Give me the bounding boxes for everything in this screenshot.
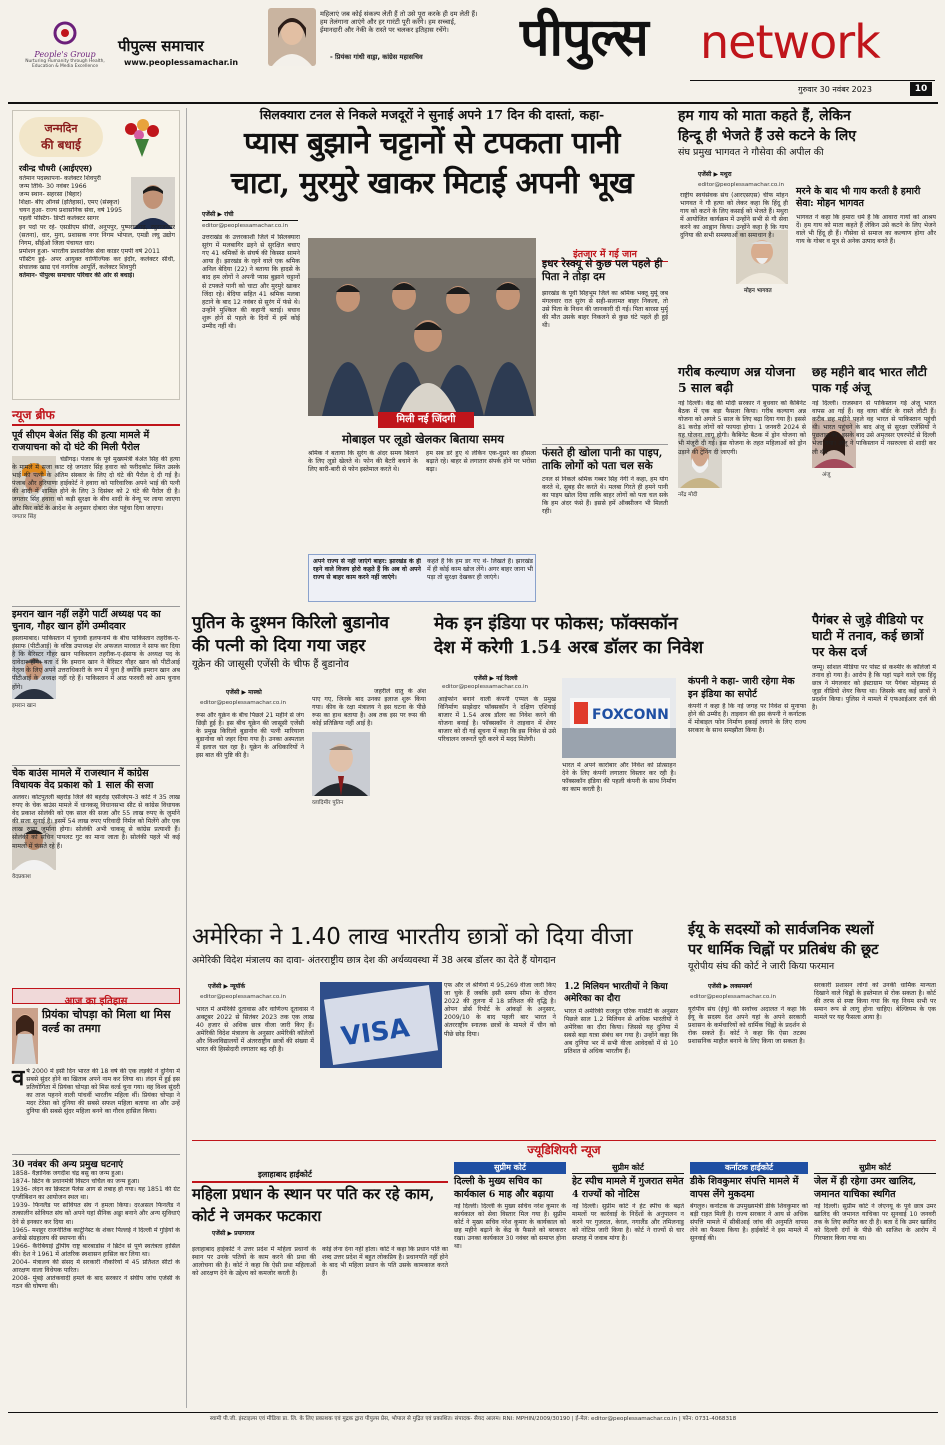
foxconn-story — [434, 612, 704, 862]
birthday-details — [19, 175, 175, 280]
masthead-title-network: network — [700, 15, 880, 69]
allahabad-tag: इलाहाबाद हाईकोर्ट — [258, 1169, 312, 1179]
tunnel-subhead: मोबाइल पर लूडो खेलकर बिताया समय — [342, 432, 504, 446]
news-brief-label: न्यूज ब्रीफ — [12, 406, 180, 426]
history-text: र्ष 2000 में इसी दिन भारत की 18 वर्ष की एक लड़की ने दुनिया में सबसे सुंदर होने का खिताब अपने नाम कर लिया था। लंदन में हुई इस प्रतियोगिता में प्रियंका चोपड़ा को मिस वर्ल्ड चुना गया। वह विश्व सुंदरी का ताज पहनने वाली पांचवीं भारतीय महिला थीं। प्रियंका चोपड़ा ने मदर टेरेसा को दुनिया की सबसे सफल महिला बताया था और उन्हें दुनिया की सबसे सुंदर महिला बनने का गौरव हासिल किया। — [26, 1068, 180, 1116]
birthday-heading — [19, 117, 103, 157]
tunnel-email[interactable]: editor@peoplessamachar.co.in — [202, 223, 289, 229]
judiciary-label: ज्यूडिशियरी न्यूज — [521, 1143, 606, 1157]
visa-stamp-text: VISA — [339, 1013, 412, 1053]
tunnel-side-headline: इधर रेस्क्यू से कुछ पल पहले ही पिता ने तोड़ा दम — [542, 258, 663, 283]
page-number: 10 — [910, 82, 932, 96]
sc2-headline: हेट स्पीच मामले में गुजरात समेत 4 राज्यों को नोटिस — [572, 1176, 684, 1200]
quote-photo — [268, 8, 316, 66]
birthday-line: प्रमोशन हुआ- भारतीय प्रशासनिक सेवा काडर एमपी वर्ष 2011 — [19, 247, 160, 255]
foxconn-byline: एजेंसी ▶ नई दिल्ली — [474, 675, 518, 682]
issue-date: गुरुवार 30 नवंबर 2023 — [798, 85, 872, 94]
cow-email[interactable]: editor@peoplessamachar.co.in — [698, 182, 785, 188]
tunnel-quote: अपने राज्य से नहीं जाएंगे बाहर: झारखंड के ही रहने वाले विजय होरो कहते हैं कि अब वो अपने राज्य से बाहर काम करने नहीं जाएंगे। — [313, 558, 421, 582]
brief-headline-3: चेक बाउंस मामले में राजस्थान में कांग्रेस विधायक वेद प्रकाश को 1 साल की सजा — [12, 765, 180, 792]
visa-email[interactable]: editor@peoplessamachar.co.in — [200, 994, 287, 1000]
cow-sub: संघ प्रमुख भागवत ने गौसेवा की अपील की — [678, 147, 824, 158]
visa-side-text: भारत में अमेरिकी राजदूत एरिक गार्सेटी के अनुसार पिछले साल 1.2 मिलियन से अधिक भारतीयों ने अमेरिका का दौरा किया। जिससे यह दुनिया में सबसे बड़ा यात्रा संबंध बन गया है। उन्होंने कहा कि अब दुनिया भर में सभी वीजा आवेदकों में से 10 प्रतिशत से अधिक भारतीय हैं। — [564, 1008, 678, 1056]
tunnel-photo-label: मिली नई जिंदगी — [378, 412, 474, 428]
sc1-story — [454, 1162, 566, 1408]
masthead — [0, 0, 945, 104]
cow-right-text: भागवत ने कहा कि हमारा धर्म है कि आवारा गायों को आश्रय दें। हम गाय को माता कहते हैं लेकिन उसे कटने के लिए भेजने वाले भी हिंदू ही हैं। गौसेवा से समाज का कल्याण होगा और गाय के गोबर व मूत्र से अनेक उत्पाद बनते हैं। — [796, 214, 936, 246]
sc1-tag: सुप्रीम कोर्ट — [454, 1162, 566, 1174]
birthday-line: चयन हुआ- राज्य प्रशासनिक सेवा, वर्ष 1995 — [19, 207, 123, 215]
tunnel-story — [192, 106, 672, 606]
karnataka-story — [690, 1162, 808, 1408]
foxconn-side-head: कंपनी ने कहा- जारी रहेगा मेक इन इंडिया का सपोर्ट — [688, 676, 795, 700]
tunnel-quote-box — [308, 554, 536, 602]
quote-text: महिलाएं जब कोई संकल्प लेती हैं तो उसे पूरा करके ही दम लेती हैं। हम तेलंगाना आएंगे और हर गारंटी पूरी करेंगे। हम सच्चाई, ईमानदारी और नेकी के रास्ते पर चलकर इतिहास रचेंगे। — [320, 10, 478, 35]
allahabad-text-2: कोई लेना देना नहीं होता। कोर्ट ने कहा कि प्रधान पति का शब्द उत्तर प्रदेश में बहुत लोकप्रिय है। प्रधानपति नहीं होने के बाद भी महिला प्रधान के पति उसके कामकाज करते हैं। — [322, 1246, 448, 1278]
tunnel-byline: एजेंसी ▶ रांची — [202, 211, 234, 218]
birthday-line: इन पदों पर रहे- एसडीएम सीधी, अनूपपुर, पुष्पराजगढ़, रघुराजनगर (सतना), धार, मुना, प्रशासक नगर निगम भोपाल, एमडी लघु उद्योग निगम, सीईओ जिला पंचायत धार। — [19, 223, 175, 247]
left-column-divider — [186, 108, 187, 1408]
history-event: 1936- लंदन का क्रिस्टल पैलेस आग से तबाह हो गया। यह 1851 की ग्रेट एग्जीबिशन का आयोजन स्थल था। — [12, 1186, 180, 1202]
allahabad-headline: महिला प्रधान के स्थान पर पति कर रहे काम, कोर्ट ने जमकर फटकारा — [192, 1185, 435, 1225]
masthead-rule — [690, 80, 935, 81]
pak-text: नई दिल्ली। राजस्थान से पाकिस्तान गई अंजू भारत वापस आ गई हैं। वह वाघा बॉर्डर के रास्ते लौटी हैं। करीब छह महीने पहले वह भारत से पाकिस्तान पहुंची थी। भारत पहुंचने के बाद अंजू से सुरक्षा एजेंसियों ने पूछताछ की। इसके बाद उसे अमृतसर एयरपोर्ट से दिल्ली भेजा गया। अंजू ने पाकिस्तान में नसरुल्ला से शादी कर ली थी। — [812, 400, 936, 456]
imprint-line: स्वामी पी.जी. इंस्टाइल्स एवं मीडिया प्रा. लि. के लिए प्रकाशक एवं मुद्रक द्वारा पीपुल्स प्रेस, भोपाल से मुद्रित एवं प्रकाशित। संपादक- सैयद आलम। RNI: MPHIN/2009/30190 | ई-मेल: editor@peoplessamachar.co.in | फोन: 0731-4068318 — [209, 1416, 737, 1422]
birthday-line: पहली पोस्टिंग- डिप्टी कलेक्टर सागर — [19, 215, 99, 223]
cow-photo-caption: मोहन भागवत — [744, 288, 772, 294]
birthday-box — [12, 110, 180, 400]
visa-side-head: 1.2 मिलियन भारतीयों ने किया अमेरिका का दौरा — [564, 982, 668, 1004]
masthead-bottom-rule — [8, 102, 938, 104]
tunnel-side-text-2: टनल से निकले श्रमिक गब्बर सिंह नेगी ने कहा, हम योग करते थे, सुबह सैर करते थे। मलबा गिरते ही हमने पानी का पाइप खोल दिया ताकि बाहर लोगों को पता चल सके कि हम अंदर फंसे हैं। इससे हमें ऑक्सीजन भी मिलती रही। — [542, 476, 668, 516]
visa-text-2: एफ और जे श्रेणियों में 95,269 वीजा जारी किए जा चुके हैं जबकि इसी समय सीमा के दौरान 2022 की तुलना में 18 प्रतिशत की वृद्धि है। ओपन डोर्स रिपोर्ट के आंकड़ों के अनुसार, 2009/10 के बाद पहली बार भारत ने अंतरराष्ट्रीय स्नातक छात्रों के मामले में चीन को पीछे छोड़ दिया। — [444, 982, 556, 1038]
pak-headline: छह महीने बाद भारत लौटी पाक गई अंजू — [812, 365, 927, 395]
footer-rule — [8, 1412, 938, 1413]
history-event: 1874- ब्रिटेन के प्रधानमंत्री विंस्टन चर्चिल का जन्म हुआ। — [12, 1178, 140, 1186]
brand-sub: Nurturing Humanity through Health, Education & Media Excellence — [25, 59, 105, 70]
tunnel-side-text: झारखंड के पूर्वी सिंहभूम जिले का श्रमिक भक्तू मुर्मू जब मंगलवार रात सुरंग से सही-सलामत बाहर निकला, तो उसे पिता के निधन की जानकारी दी गई। पिता बारसा मुर्मू की मौत उसके बाहर निकलने से कुछ घंटे पहले ही हुई थी। — [542, 290, 668, 330]
visa-headline: अमेरिका ने 1.40 लाख भारतीय छात्रों को दिया वीजा — [192, 924, 633, 950]
quote-author: - प्रियंका गांधी वाड्रा, कांग्रेस महासचिव — [330, 53, 423, 61]
sc1-text: नई दिल्ली। दिल्ली के मुख्य सचिव नरेश कुमार के कार्यकाल को सेवा विस्तार मिल गया है। सुप्रीम कोर्ट ने मुख्य सचिव नरेश कुमार के कार्यकाल को छह महीने बढ़ाने के केंद्र के फैसले को बरकरार रखा। उनका कार्यकाल 30 नवंबर को समाप्त होना था। — [454, 1203, 566, 1251]
pak-caption: अंजू — [822, 472, 831, 478]
birthday-heading-bottom: की बधाई — [41, 138, 81, 152]
visa-text: भारत में अमेरिकी दूतावास और वाणिज्य दूतावास ने अक्टूबर 2022 से सितंबर 2023 तक एक लाख 40 हजार से अधिक छात्र वीजा जारी किए हैं। अमेरिकी विदेश मंत्रालय के अनुसार अमेरिकी कॉलेजों और विश्वविद्यालयों में अंतरराष्ट्रीय छात्रों की संख्या में भारत की हिस्सेदारी लगातार बढ़ रही है। — [196, 1006, 314, 1054]
putin-text: रूस और यूक्रेन के बीच पिछले 21 महीने से जंग छिड़ी हुई है। इस बीच यूक्रेन की जासूसी एजेंसी के प्रमुख किरिलो बुडानोव की पत्नी मारियाना बुडानोवा को जहर दिया गया है। उनका अस्पताल में इलाज चल रहा है। यूक्रेन के अधिकारियों ने इस बात की पुष्टि की है। — [196, 712, 304, 760]
foxconn-text: आईफोन बनाने वाली कंपनी एप्पल के प्रमुख विनिर्माण साझेदार फॉक्सकॉन ने दक्षिण एशियाई बाजार में 1.54 अरब डॉलर का निवेश करने की योजना बनाई है। फॉक्सकॉन ने ताइवान में शेयर बाजार को दी गई सूचना में कहा कि इस निवेश से उसे परिचालन जरूरतें पूरी करने में मदद मिलेगी। — [438, 696, 556, 744]
ration-story — [678, 364, 806, 608]
sc3-tag: सुप्रीम कोर्ट — [814, 1162, 936, 1174]
tunnel-headline-2: चाटा, मुरमुरे खाकर मिटाई अपनी भूख — [230, 166, 634, 201]
putin-story — [192, 612, 428, 862]
eu-byline: एजेंसी ▶ लक्समबर्ग — [708, 983, 752, 990]
tunnel-col-1: उत्तराखंड के उत्तरकाशी जिले में सिलक्यारा सुरंग में मलबागिर ढहने से सुरक्षित बचाए गए 41 श्रमिकों के संघर्ष की किस्सा सामने आया है। झारखंड के रहने वाले एक श्रमिक अनिल बेदिया (22) ने बताया कि हादसे के बाद हम लोगों ने अपनी प्यास बुझाने चट्टानों से टपकते पानी को चाटा और मुरमुरे खाकर जिंदा रहे। बेदिया सहित 41 श्रमिक मलबा हटाने के बाद 12 नवंबर से सुरंग में फंसे थे। उन्होंने मुश्किल की कहानी बताई। बचाव शुरू होने से पहले के दिनों में हमें कोई उम्मीद नहीं थी। — [202, 234, 300, 331]
foxconn-side-text: कंपनी ने कहा है कि नई जगह पर निवेश से मुनाफा होने की उम्मीद है। ताइवान की इस कंपनी ने कर्नाटक में मोबाइल फोन निर्माण इकाई लगाने के लिए राज्य सरकार के साथ समझौता किया है। — [688, 703, 806, 735]
tunnel-side-kicker: इंतजार में गई जान — [573, 249, 637, 260]
mini-title: पीपुल्स समाचार — [118, 37, 204, 55]
putin-caption: व्लादिमीर पुतिन — [312, 800, 344, 806]
brand-tag: People's Group — [34, 50, 96, 59]
birthday-line: वर्तमान- पीपुल्स समाचार परिवार की ओर से बधाई। — [19, 272, 135, 280]
tunnel-side-headline-2: फंसते ही खोला पानी का पाइप, ताकि लोगों को पता चल सके — [542, 444, 668, 473]
cow-byline: एजेंसी ▶ मथुरा — [698, 171, 732, 178]
karnataka-text: बेंगलुरु। कर्नाटक के उपमुख्यमंत्री डीके शिवकुमार को बड़ी राहत मिली है। राज्य सरकार ने आय से अधिक संपत्ति मामले में सीबीआई जांच की अनुमति वापस लेने का फैसला किया है। हाईकोर्ट ने इस मामले में सुनवाई की। — [690, 1203, 808, 1243]
brief-caption-2: इमरान खान — [12, 703, 36, 709]
tunnel-col-3: हम सब डरे हुए थे लेकिन एक-दूसरे का हौसला बढ़ाते रहे। बाहर से लगातार संपर्क होने पर भरोसा बढ़ा। — [426, 450, 536, 474]
sc3-headline: जेल में ही रहेगा उमर खालिद, जमानत याचिका स्थगित — [814, 1176, 917, 1200]
sc1-headline: दिल्ली के मुख्य सचिव का कार्यकाल 6 माह और बढ़ाया — [454, 1176, 554, 1200]
brief-text-3: अलवर। कोटपूतली बहरोड़ जिले की बहरोड़ एसीजेएम-3 कोर्ट ने 35 लाख रुपए के चेक बाउंस मामले में धानकसू विधानसभा सीट से कांग्रेस विधायक वेद प्रकाश सोलंकी को एक साल की सजा और 55 लाख रुपए के जुर्माने की सजा सुनाई है। इसमें 54 लाख रुपए परिवादी निर्मल को मिलेंगे और एक लाख रुपए जुर्माना होगा। सोलंकी अभी चाकसू से कांग्रेस प्रत्याशी हैं। सोलंकी को सचिन पायलट गुट का माना जाता है। सोलंकी पहले भी कई मामलों में फंसते रहे हैं। — [12, 794, 180, 850]
foxconn-headline-2: देश में करेगी 1.54 अरब डॉलर का निवेश — [434, 638, 704, 658]
foxconn-text-2: भारत में अपने कारोबार और निवेश को प्रोत्साहन देने के लिए कंपनी लगातार विस्तार कर रही है। फॉक्सकॉन इंडिया की पहली कंपनी के साथ निर्माण का काम करती है। — [562, 762, 676, 794]
sc2-text: नई दिल्ली। सुप्रीम कोर्ट ने हेट स्पीच के बढ़ते मामलों पर कार्रवाई के निर्देशों के अनुपालन न करने पर गुजरात, केरल, नगालैंड और तमिलनाडु को नोटिस जारी किया है। कोर्ट ने राज्यों से चार सप्ताह में जवाब मांगा है। — [572, 1203, 684, 1243]
karnataka-headline: डीके शिवकुमार संपत्ति मामले में वापस लेंगे मुकदमा — [690, 1176, 799, 1200]
eu-headline-2: पर धार्मिक चिह्नों पर प्रतिबंध की छूट — [688, 941, 879, 958]
site-url[interactable]: www.peoplessamachar.in — [124, 58, 239, 67]
foxconn-side — [688, 676, 806, 862]
brief-headline-1: पूर्व सीएम बेअंत सिंह की हत्या मामले में राजयाचना को दो घंटे की मिली पैरोल — [12, 430, 150, 453]
history-event: 2004- मंत्रालय की संसद में सरकारी नौकरियों में 45 प्रतिशत सीटों के आरक्षण वाला विधेयक पारित। — [12, 1259, 180, 1275]
eu-text: यूरोपीय संघ (ईयू) की सर्वोच्च अदालत ने कहा कि ईयू के सदस्य देश अपने यहां के अपने सरकारी प्रशासन के कर्मचारियों को धार्मिक चिह्नों के प्रदर्शन से रोक सकते हैं। कोर्ट ने कहा कि ऐसा तटस्थ प्रशासनिक माहौल बनाने के लिए किया जा सकता है। — [688, 1006, 806, 1046]
ration-headline: गरीब कल्याण अन्न योजना 5 साल बढ़ी — [678, 364, 796, 395]
sc3-text: नई दिल्ली। सुप्रीम कोर्ट ने जेएनयू के पूर्व छात्र उमर खालिद की जमानत याचिका पर सुनवाई 10 जनवरी तक के लिए स्थगित कर दी है। बता दें कि उमर खालिद को दिल्ली दंगों के पीछे की साजिश के आरोप में गिरफ्तार किया गया था। — [814, 1203, 936, 1243]
eu-email[interactable]: editor@peoplessamachar.co.in — [690, 994, 777, 1000]
sc2-tag: सुप्रीम कोर्ट — [572, 1162, 684, 1174]
birthday-heading-top: जन्मदिन — [44, 122, 78, 135]
allahabad-text: इलाहाबाद हाईकोर्ट ने उत्तर प्रदेश में महिला प्रधानों के स्थान पर उनके पतियों के काम करने की प्रथा की आलोचना की है। कोर्ट ने कहा कि ऐसी प्रथा महिलाओं को आरक्षण देने के उद्देश्य को कमजोर करती है। — [192, 1246, 316, 1278]
tunnel-kicker: सिलक्यारा टनल से निकले मजदूरों ने सुनाई अपने 17 दिन की दास्तां, कहा- — [259, 107, 605, 122]
eu-headline-1: ईयू के सदस्यों को सार्वजनिक स्थलों — [688, 921, 874, 938]
visa-sub: अमेरिकी विदेश मंत्रालय का दावा- अंतरराष्ट्रीय छात्र देश की अर्थव्यवस्था में 38 अरब डॉलर का देते हैं योगदान — [192, 955, 556, 966]
birthday-person-name: रवीन्द्र चौधरी (आईएएस) — [19, 163, 93, 173]
cow-right-head: मरने के बाद भी गाय करती है हमारी सेवा: मोहन भागवत — [796, 186, 921, 209]
bouquet-icon — [117, 115, 167, 159]
foxconn-logo-text: FOXCONN — [592, 707, 669, 723]
tunnel-byline-rule — [202, 220, 298, 221]
eu-text-2: सरकारी प्रशासन लोगों को उनकी धार्मिक मान्यता दिखाने वाले चिह्नों के इस्तेमाल से रोक सकता है। कोर्ट की तरफ से स्पष्ट किया गया कि यह नियम सभी पर समान रूप से लागू होना चाहिए। बेल्जियम के एक मामले पर यह फैसला आया है। — [814, 982, 936, 1022]
putin-text-2: जहरीले धातु के अंश पाए गए, जिनके बाद उनका इलाज शुरू किया गया। कीव के रक्षा मंत्रालय ने इस घटना के पीछे रूस का हाथ बताया है। अब तक इस पर रूस की कोई प्रतिक्रिया नहीं आई है। — [312, 688, 426, 728]
video-headline: पैगंबर से जुड़े वीडियो पर घाटी में तनाव, कई छात्रों पर केस दर्ज — [812, 612, 924, 659]
birthday-line: जन्म स्थान- सहरसा (बिहार) — [19, 191, 82, 199]
putin-byline: एजेंसी ▶ मास्को — [226, 689, 262, 696]
foxconn-headline-1: मेक इन इंडिया पर फोकस; फॉक्सकॉन — [434, 614, 678, 634]
tunnel-col-2: श्रमिक ने बताया कि सुरंग के अंदर समय बिताने के लिए लूडो खेलते थे। फोन की बैटरी बचाने के लिए बारी-बारी से फोन इस्तेमाल करते थे। — [308, 450, 418, 474]
history-headline: प्रियंका चोपड़ा को मिला था मिस वर्ल्ड का तमगा — [42, 1008, 171, 1035]
birthday-line: जन्म तिथि- 30 नवंबर 1966 — [19, 183, 87, 191]
peoples-group-logo — [20, 20, 110, 90]
putin-headline-2: की पत्नी को दिया गया जहर — [192, 636, 366, 656]
karnataka-tag: कर्नाटक हाईकोर्ट — [690, 1162, 808, 1174]
history-photo — [12, 1008, 38, 1064]
video-story — [812, 612, 936, 922]
cow-headline-1: हम गाय को माता कहते हैं, लेकिन — [678, 108, 851, 124]
visa-photo — [320, 982, 442, 1068]
visa-byline: एजेंसी ▶ न्यूयॉर्क — [208, 983, 246, 990]
cow-story — [678, 106, 936, 360]
birthday-line: शिक्षा- बीए ऑनर्स (इतिहास), एमए (संस्कृत) — [19, 199, 120, 207]
history-label-text: आज का इतिहास — [64, 996, 128, 1007]
history-event: 1939- फिनलैंड पर सोवियत संघ ने हमला किया। दरअसल फिनलैंड ने तत्कालीन सोवियत संघ को अपने यहां सैनिक अड्डा बनाने और अन्य सुविधाएं देने से इनकार कर दिया था। — [12, 1202, 180, 1226]
brief-headline-2: इमरान खान नहीं लड़ेंगे पार्टी अध्यक्ष पद का चुनाव, गौहर खान होंगे उम्मीदवार — [12, 606, 180, 633]
eu-sub: यूरोपीय संघ की कोर्ट ने जारी किया फरमान — [688, 961, 835, 972]
foxconn-email[interactable]: editor@peoplessamachar.co.in — [442, 684, 529, 690]
masthead-title-hindi: पीपुल्स — [520, 7, 648, 68]
ration-caption: नरेंद्र मोदी — [678, 492, 698, 498]
cow-text: राष्ट्रीय स्वयंसेवक संघ (आरएसएस) चीफ मोहन भागवत ने गौ हत्या को लेकर कहा कि हिंदू ही गाय को कटने के लिए कसाई को भेजते हैं। मथुरा में आयोजित कार्यक्रम में उन्होंने सभी से गौ सेवा करने का आह्वान किया। उन्होंने कहा है कि गाय दुनिया की सभी समस्याओं का समाधान है। — [680, 192, 788, 240]
history-event: 1966- कैरेबियाई द्वीपीय राष्ट्र बारबाडोस ने ब्रिटेन से पूर्ण स्वतंत्रता हासिल की। देश ने 1961 में आंतरिक स्वशासन हासिल कर लिया था। — [12, 1242, 180, 1258]
history-event: 2008- मुंबई आतंकवादी हमले के बाद सरकार ने संघीय जांच एजेंसी के गठन की घोषणा की। — [12, 1275, 180, 1291]
brief-text-1: चंडीगढ़। पंजाब के पूर्व मुख्यमंत्री बेअंत सिंह की हत्या के मामले में सजा काट रहे जगतार सिंह हवारा को फरीदकोट स्थित उसके भाई की पत्नी के अंतिम संस्कार के लिए दो घंटे की पैरोल दे दी गई है। पंजाब और हरियाणा हाईकोर्ट ने हवारा को पारिवारिक अपने भाई की पत्नी की शादी में शामिल होने के लिए 3 दिसंबर को 2 घंटे की पैरोल दी है। जगतार सिंह हवारा को कड़ी सुरक्षा के बीच शादी के वेन्यू पर लाया जाएगा और फिर कोर्ट के आदेश के अनुसार दोबारा जेल पहुंचा दिया जाएगा। — [12, 456, 180, 512]
putin-sub: यूक्रेन की जासूसी एजेंसी के चीफ हैं बुडानोव — [192, 659, 349, 670]
putin-headline-1: पुतिन के दुश्मन किरिलो बुडानोव — [192, 613, 390, 633]
history-events-title: 30 नवंबर की अन्य प्रमुख घटनाएं — [12, 1154, 180, 1170]
news-brief — [12, 406, 180, 984]
history-dropcap: व — [12, 1065, 25, 1091]
birthday-line: पोस्टिंग हुई- अपर आयुक्त वाणिज्यिक कर इंदौर, कलेक्टर सीधी, संचालक खाद्य एवं नागरिक आपूर्ति, कलेक्टर शिवपुरी — [19, 255, 175, 272]
tunnel-headline-1: प्यास बुझाने चट्टानों से टपकता पानी — [244, 126, 620, 161]
pak-story — [812, 364, 936, 608]
birthday-line: वर्तमान पदस्थापना- कलेक्टर शिवपुरी — [19, 175, 101, 182]
history-box — [12, 988, 180, 1408]
foxconn-photo — [562, 678, 676, 758]
cow-headline-2: हिन्दू ही भेजते हैं उसे कटने के लिए — [678, 128, 856, 144]
allahabad-story — [192, 1162, 448, 1408]
history-event: 1965- मशहूर राजनीतिक कार्टूनिस्ट के शंकर पिल्लई ने दिल्ली में गुड़ियों के अनोखे संग्रहालय की स्थापना की। — [12, 1226, 180, 1242]
brand-swirl-icon — [52, 20, 78, 46]
history-event: 1858- वैज्ञानिक जगदीश चंद्र बसु का जन्म हुआ। — [12, 1170, 124, 1177]
sc2-story — [572, 1162, 684, 1408]
video-text: जम्मू। सोशल मीडिया पर पोस्ट से कश्मीर के कॉलेजों में तनाव हो गया है। आरोप है कि यहां पढ़ने वाले एक हिंदू छात्र ने मंगलवार को इंस्टाग्राम पर पैगंबर मोहम्मद से जुड़ा वीडियो शेयर किया था। जिसके बाद कई छात्रों ने प्रदर्शन किया। पुलिस ने मामले में एफआईआर दर्ज की है। — [812, 664, 936, 712]
brief-caption-3: वेदप्रकाश — [12, 874, 31, 880]
brief-caption-1: जगतार सिंह — [12, 514, 37, 520]
tunnel-quote-2: कहते हैं कि हम डर गए थे- लिखते हैं। झारखंड में ही कोई काम खोज लेंगे। अगर बाहर जाना भी पड़ा तो सुरक्षा देखकर ही जाएंगे। — [427, 558, 533, 582]
allahabad-byline: एजेंसी ▶ प्रयागराज — [212, 1230, 255, 1237]
putin-email[interactable]: editor@peoplessamachar.co.in — [200, 700, 287, 706]
sc3-story — [814, 1162, 936, 1408]
history-label — [12, 988, 180, 1007]
ration-text: नई दिल्ली। केंद्र की मोदी सरकार ने बुधवार को कैबिनेट बैठक में एक बड़ा फैसला किया। गरीब कल्याण अन्न योजना को अगले 5 साल के लिए बढ़ा दिया गया है। इससे 81 करोड़ लोगों को फायदा होगा। 1 जनवरी 2024 से यह योजना लागू होगी। कैबिनेट बैठक में ड्रोन योजना को भी मंजूरी दी गई। इस योजना के तहत महिलाओं को ड्रोन उड़ाने की ट्रेनिंग दी जाएगी। — [678, 400, 806, 456]
tunnel-main-photo — [308, 238, 536, 416]
judiciary-label-wrap — [192, 1140, 936, 1158]
brief-text-2: इस्लामाबाद। पाकिस्तान में चुनावी हलफनामे के बीच पाकिस्तान तहरीक-ए-इंसाफ (पीटीआई) के वरिष्ठ उपाध्यक्ष शेर अफजल मारवात ने साफ कर दिया है कि बैरिस्टर गौहर खान पाकिस्तान तहरीक-ए-इंसाफ के अध्यक्ष पद के दावेदार होंगे। बता दें कि इमरान खान ने बैरिस्टर गौहर खान को पीटीआई नेतृत्व के लिए अपने उत्तराधिकारी के रूप में चुना है क्योंकि इमरान खान अब पीटीआई के अध्यक्ष नहीं रहे हैं। पाकिस्तान में आठ फरवरी को आम चुनाव होंगे। — [12, 635, 180, 691]
